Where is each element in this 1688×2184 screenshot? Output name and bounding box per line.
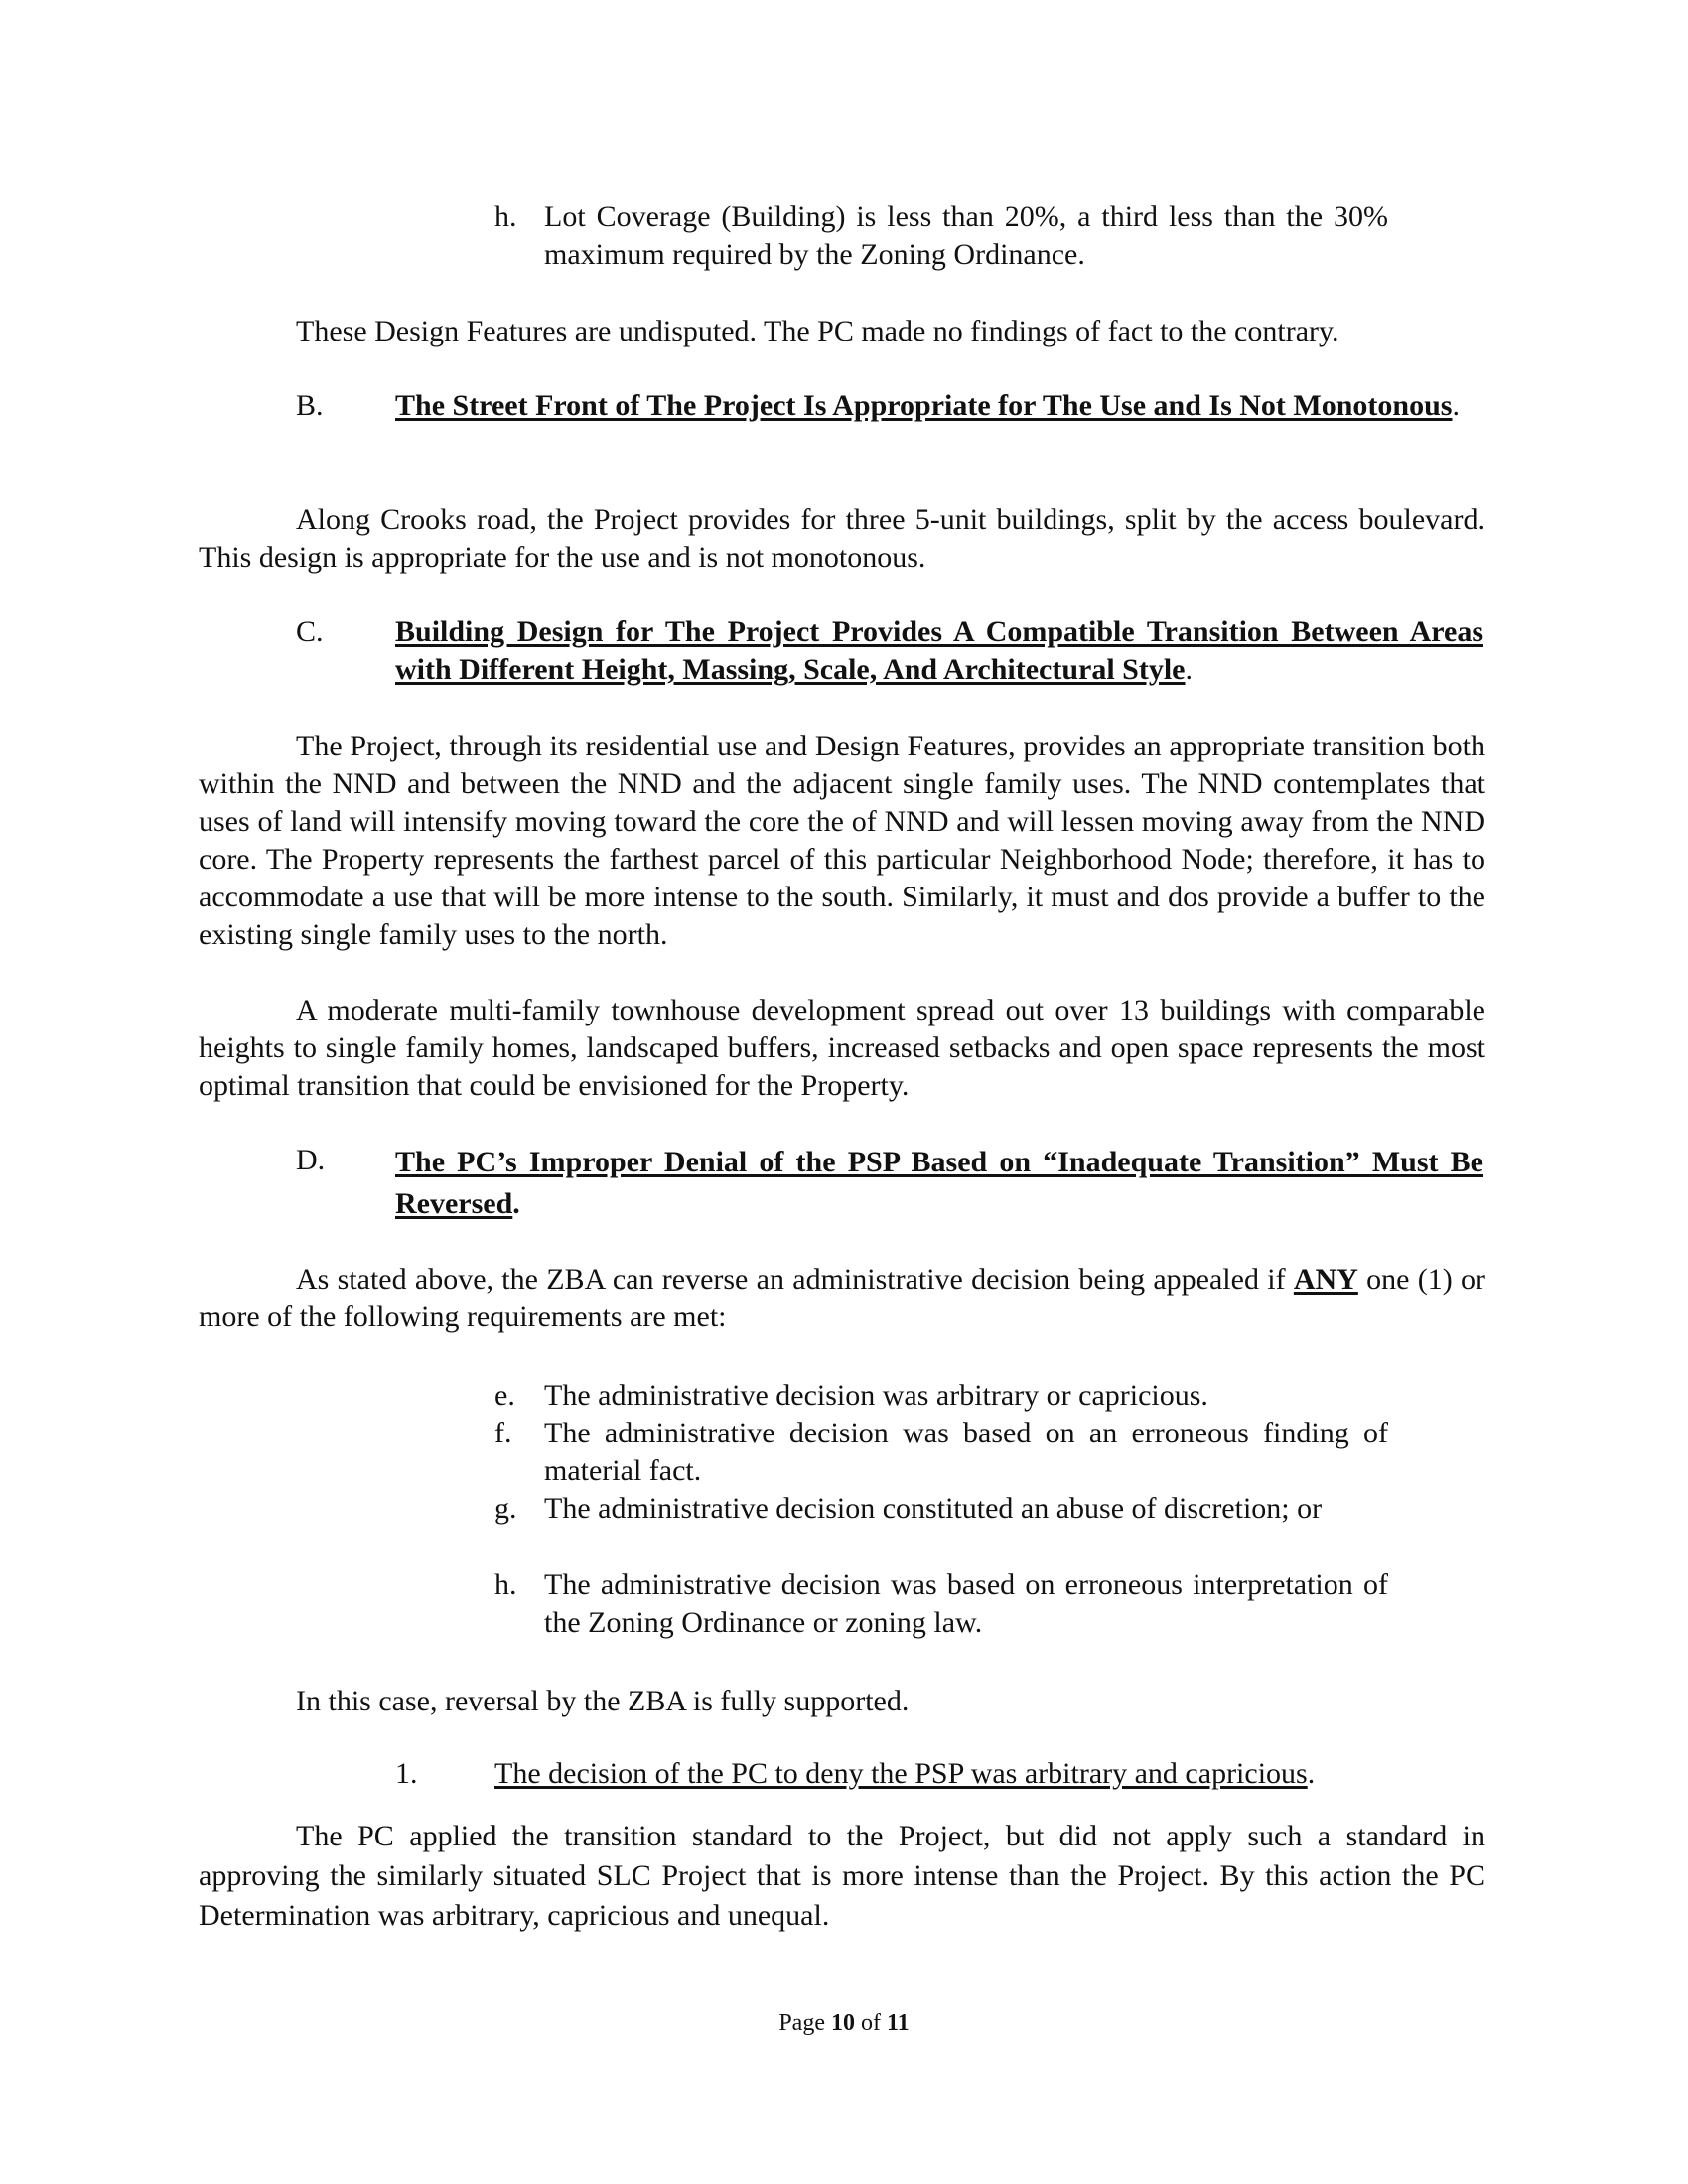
subsection-label: 1.: [395, 1757, 418, 1790]
requirement-item-h: [494, 1567, 1388, 1642]
list-text: The administrative decision was arbitrary or capricious.: [544, 1379, 1208, 1412]
subsection-heading-1: [395, 1755, 1487, 1793]
section-title-punct: .: [1185, 653, 1193, 686]
section-heading-b: [296, 387, 1483, 467]
paragraph-reversal: In this case, reversal by the ZBA is fully supported.: [296, 1685, 910, 1717]
paragraph-final: The PC applied the transition standard to the Project, but did not apply such a standard in approving the similarly situated SLC Project that is more intense than the Project. By this action the PC Determination was arbitrary, capricious and unequal.: [199, 1820, 1485, 1932]
paragraph-d-before: As stated above, the ZBA can reverse an administrative decision being appealed if: [296, 1263, 1294, 1296]
section-title-punct: .: [512, 1187, 520, 1220]
section-label: B.: [296, 389, 324, 422]
list-label: g.: [494, 1492, 517, 1525]
list-item-h: [494, 199, 1388, 278]
section-title: [395, 614, 1483, 689]
paragraph-d-emph: ANY: [1293, 1263, 1358, 1296]
paragraph-c1: The Project, through its residential use and Design Features, provides an appropriate transition both within the NND and between the NND and the adjacent single family uses. The NND contemplates that uses of land will intensify moving toward the core the of NND and will lessen moving away from the NND core. The Property represents the farthest parcel of this particular Neighborhood Node; therefore, it has to accommodate a use that will be more intense to the south. Similarly, it must and dos provide a buffer to the existing single family uses to the north.: [199, 730, 1485, 951]
section-label: D.: [296, 1144, 326, 1176]
requirement-item-g: [494, 1490, 1388, 1566]
section-heading-c: [296, 614, 1483, 693]
section-title-text: The Street Front of The Project Is Appropriate for The Use and Is Not Monotonous: [395, 389, 1453, 422]
requirement-item-e: [494, 1377, 1388, 1415]
footer-of-word: of: [860, 2010, 881, 2036]
section-title: [395, 387, 1483, 425]
page-footer: [0, 2008, 1688, 2038]
section-heading-d: [296, 1142, 1483, 1225]
subsection-title-punct: .: [1307, 1757, 1316, 1790]
list-label: f.: [494, 1417, 512, 1449]
list-text: Lot Coverage (Building) is less than 20%, a third less than the 30% maximum required by the Zoning Ordinance.: [544, 201, 1388, 271]
section-title-punct: .: [1452, 389, 1460, 422]
footer-page-number: 10: [830, 2010, 855, 2036]
list-label: e.: [494, 1379, 515, 1412]
section-title-text: Building Design for The Project Provides A Compatible Transition Between Areas with Different Height, Massing, Scale, And Architectural Style: [395, 615, 1483, 686]
paragraph-d: [199, 1261, 1485, 1336]
requirement-item-f: [494, 1415, 1388, 1490]
section-label: C.: [296, 615, 324, 648]
section-title: [395, 1142, 1483, 1225]
paragraph-d-after: one (1) or more of the following requirements are met:: [199, 1263, 1485, 1333]
list-text: The administrative decision was based on erroneous interpretation of the Zoning Ordinance or zoning law.: [544, 1569, 1388, 1639]
paragraph-b: Along Crooks road, the Project provides for three 5-unit buildings, split by the access boulevard. This design is appropriate for the use and is not monotonous.: [199, 503, 1485, 574]
list-text: The administrative decision constituted an abuse of discretion; or: [544, 1492, 1323, 1525]
paragraph-c2: A moderate multi-family townhouse development spread out over 13 buildings with comparable heights to single family homes, landscaped buffers, increased setbacks and open space represents the most optimal transition that could be envisioned for the Property.: [199, 994, 1485, 1102]
subsection-title-text: The decision of the PC to deny the PSP was arbitrary and capricious: [494, 1757, 1308, 1790]
subsection-title: [494, 1755, 1487, 1793]
footer-page-word: Page: [778, 2010, 825, 2036]
list-text: The administrative decision was based on an erroneous finding of material fact.: [544, 1417, 1388, 1487]
footer-page-total: 11: [886, 2010, 910, 2036]
section-title-text: The PC’s Improper Denial of the PSP Based on “Inadequate Transition” Must Be Reversed: [395, 1146, 1483, 1220]
list-label: h.: [494, 1569, 517, 1601]
list-label: h.: [494, 201, 517, 233]
paragraph-design-features: These Design Features are undisputed. The PC made no findings of fact to the contrary.: [296, 315, 1339, 347]
